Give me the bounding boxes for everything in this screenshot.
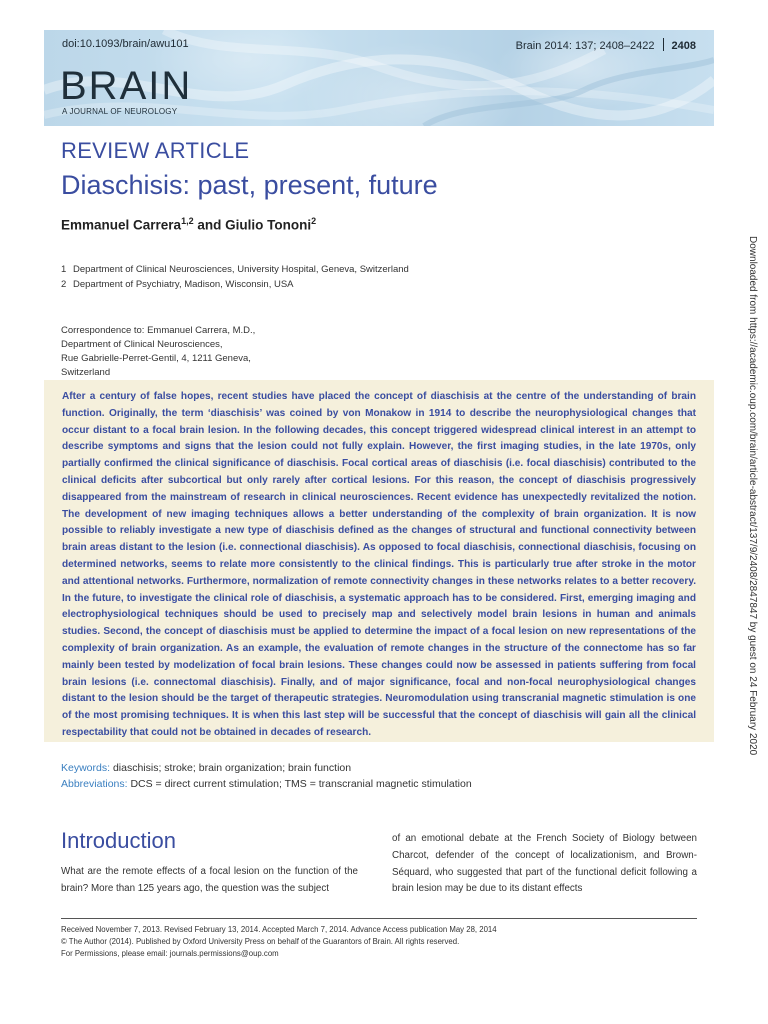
author-list [61, 216, 316, 233]
page-number: 2408 [671, 40, 696, 52]
article-footer [61, 924, 497, 960]
body-column-right: of an emotional debate at the French Society of Biology between Charcot, defender of the concept of localizationism, and Brown-Séquard, who suggested that part of the functional deficit following a brain lesion may be due to its distant effects [392, 833, 697, 895]
article-type: REVIEW ARTICLE [61, 138, 250, 163]
affiliation-number: 2 [61, 279, 67, 290]
abbreviations-list: DCS = direct current stimulation; TMS = transcranial magnetic stimulation [130, 778, 472, 790]
publication-history: Received November 7, 2013. Revised February 13, 2014. Accepted March 7, 2014. Advance Access publication May 28, 2014 [61, 925, 497, 934]
affiliation-item [61, 262, 409, 277]
journal-masthead [44, 30, 714, 126]
keywords-list: diaschisis; stroke; brain organization; brain function [112, 762, 352, 774]
affiliation-item [61, 277, 409, 292]
citation: Brain 2014: 137; 2408–2422 [515, 40, 655, 52]
affiliation-number: 1 [61, 264, 67, 275]
author-name[interactable]: Giulio Tononi [225, 217, 312, 233]
author-name[interactable]: Emmanuel Carrera [61, 217, 182, 233]
download-watermark: Downloaded from https://academic.oup.com/brain/article-abstract/137/9/2408/2847847 by guest on 24 February 2020 [747, 236, 758, 756]
doi[interactable]: doi:10.1093/brain/awu101 [62, 38, 189, 50]
abstract-box [44, 380, 714, 742]
affiliation-text: Department of Clinical Neurosciences, University Hospital, Geneva, Switzerland [73, 264, 409, 275]
keywords-label: Keywords: [61, 762, 111, 774]
author-affiliation-marker: 1,2 [181, 216, 194, 226]
citation-block [516, 38, 696, 52]
abstract-text: After a century of false hopes, recent studies have placed the concept of diaschisis at the centre of the understanding of brain function. Originally, the term ‘diaschisis’ was coined by von Monakow in 1914 to describe the neurophysiological changes that occur distant to a focal brain lesion. In the following decades, this concept triggered widespread clinical interest in an attempt to describe symptoms and signs that the lesion could not fully explain. However, the first imaging studies, in the late 1970s, only partially confirmed the clinical significance of diaschisis. Focal cortical areas of diaschisis (i.e. focal diaschisis) contributed to the clinical deficits after subcortical but only rarely after cortical lesions. For this reason, the concept of diaschisis progressively disappeared from the mainstream of research in clinical neurosciences. Recent evidence has unexpectedly revitalized the notion. The development of new imaging techniques allows a better understanding of the complexity of brain organization. It is now possible to reliably investigate a new type of diaschisis defined as the changes of structural and functional connectivity between brain areas distant to the lesion (i.e. connectional diaschisis). As opposed to focal diaschisis, connectional diaschisis, focusing on determined networks, seems to relate more consistently to the clinical findings. This is particularly true after stroke in the motor and attentional networks. Furthermore, normalization of remote connectivity changes in these networks relates to a better recovery. In the future, to investigate the clinical role of diaschisis, a systematic approach has to be considered. First, emerging imaging and electrophysiological techniques should be used to precisely map and selectively model brain lesions in human and animals studies. Second, the concept of diaschisis must be applied to determine the impact of a focal lesion on new representations of the complexity of brain organization. As an example, the evaluation of remote changes in the structure of the connectome has so far mainly been tested by modelization of focal brain lesions. These changes could now be assessed in patients suffering from focal brain lesions (i.e. connectomal diaschisis). Finally, and of major significance, focal and non-focal neurophysiological changes distant to the lesion should be the target of therapeutic strategies. Neuromodulation using transcranial magnetic stimulation is one of the most promising techniques. It is when this last step will be successful that the concept of diaschisis will gain all the clinical respectability that could not be obtained in decades of research. [62, 391, 696, 738]
footer-divider [61, 918, 697, 919]
journal-logo: BRAIN [60, 64, 193, 108]
abbreviations-label: Abbreviations: [61, 778, 128, 790]
citation-divider [663, 38, 664, 51]
affiliation-text: Department of Psychiatry, Madison, Wisconsin, USA [73, 279, 294, 290]
author-joiner: and [193, 217, 226, 233]
correspondence-line: Department of Clinical Neurosciences, [61, 339, 223, 350]
permissions-note[interactable]: For Permissions, please email: journals.permissions@oup.com [61, 949, 279, 958]
journal-subtitle: A JOURNAL OF NEUROLOGY [62, 107, 178, 116]
correspondence-line: Rue Gabrielle-Perret-Gentil, 4, 1211 Geneva, [61, 353, 251, 364]
correspondence-line: Switzerland [61, 367, 111, 378]
body-column-left: What are the remote effects of a focal lesion on the function of the brain? More than 125 years ago, the question was the subject [61, 866, 358, 894]
article-title: Diaschisis: past, present, future [61, 170, 438, 200]
introduction-heading: Introduction [61, 828, 176, 853]
abbreviations [61, 778, 472, 790]
author-affiliation-marker: 2 [311, 216, 317, 226]
keywords [61, 760, 351, 777]
correspondence-line: Correspondence to: Emmanuel Carrera, M.D., [61, 325, 256, 336]
copyright-notice: © The Author (2014). Published by Oxford University Press on behalf of the Guarantors of Brain. All rights reserved. [61, 937, 460, 946]
affiliations [61, 262, 409, 292]
